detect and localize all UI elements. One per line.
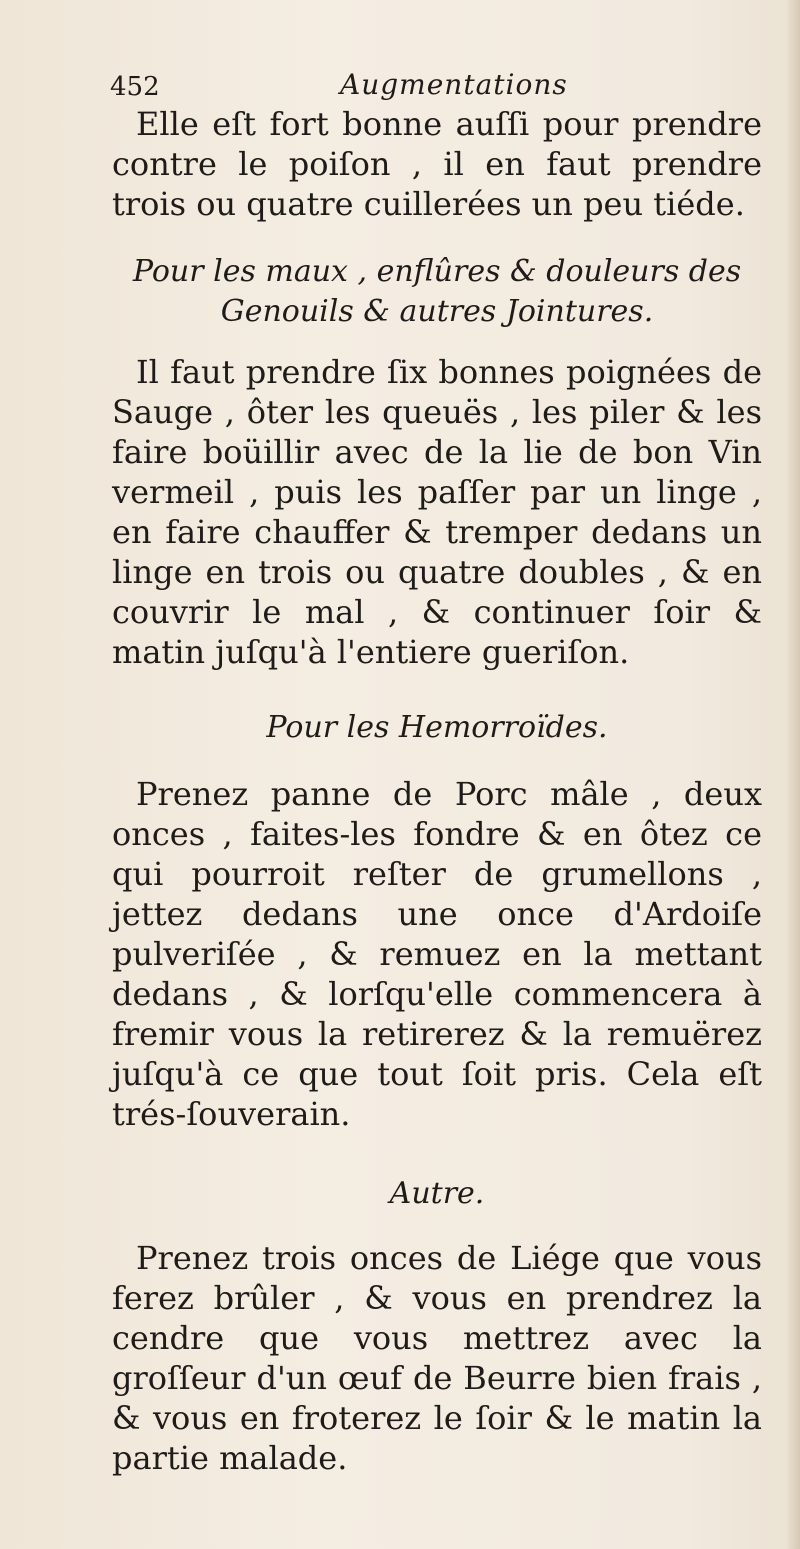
- heading-autre: Autre.: [389, 1176, 485, 1211]
- running-head: Augmentations: [340, 68, 568, 101]
- genoux-paragraph: Il faut prendre ſix bonnes poignées de Sauge , ôter les queuës , les piler & les faire boüillir avec de la lie de bon Vin vermeil , puis les paſſer par un linge , en faire chauffer & tremper dedans un linge en trois ou quatre doubles , & en couvrir le mal , & continuer ſoir & matin juſqu'à l'entiere gueriſon.: [112, 353, 762, 671]
- hemorroides-paragraph: Prenez panne de Porc mâle , deux onces , faites-les fondre & en ôtez ce qui pourroit reſter de grumellons , jettez dedans une once d'Ardoiſe pulveriſée , & remuez en la mettant dedans , & lorſqu'elle commencera à fremir vous la retirerez & la remuërez juſqu'à ce que tout ſoit pris. Cela eſt trés-ſouverain.: [112, 775, 762, 1133]
- page-number: 452: [110, 72, 160, 102]
- autre-paragraph: Prenez trois onces de Liége que vous ferez brûler , & vous en prendrez la cendre que vous mettrez avec la groſſeur d'un œuf de Beurre bien frais , & vous en froterez le ſoir & le matin la partie malade.: [112, 1239, 762, 1477]
- intro-paragraph: Elle eſt fort bonne auſſi pour prendre contre le poiſon , il en faut prendre trois ou quatre cuillerées un peu tiéde.: [112, 105, 762, 223]
- heading-genoux: Pour les maux , enflûres & douleurs des Genouils & autres Jointures.: [132, 254, 742, 329]
- heading-hemorroides: Pour les Hemorroïdes.: [266, 710, 608, 745]
- page-header: [110, 68, 750, 108]
- page-edge-shadow: [786, 0, 800, 1549]
- page-body: [112, 104, 762, 1478]
